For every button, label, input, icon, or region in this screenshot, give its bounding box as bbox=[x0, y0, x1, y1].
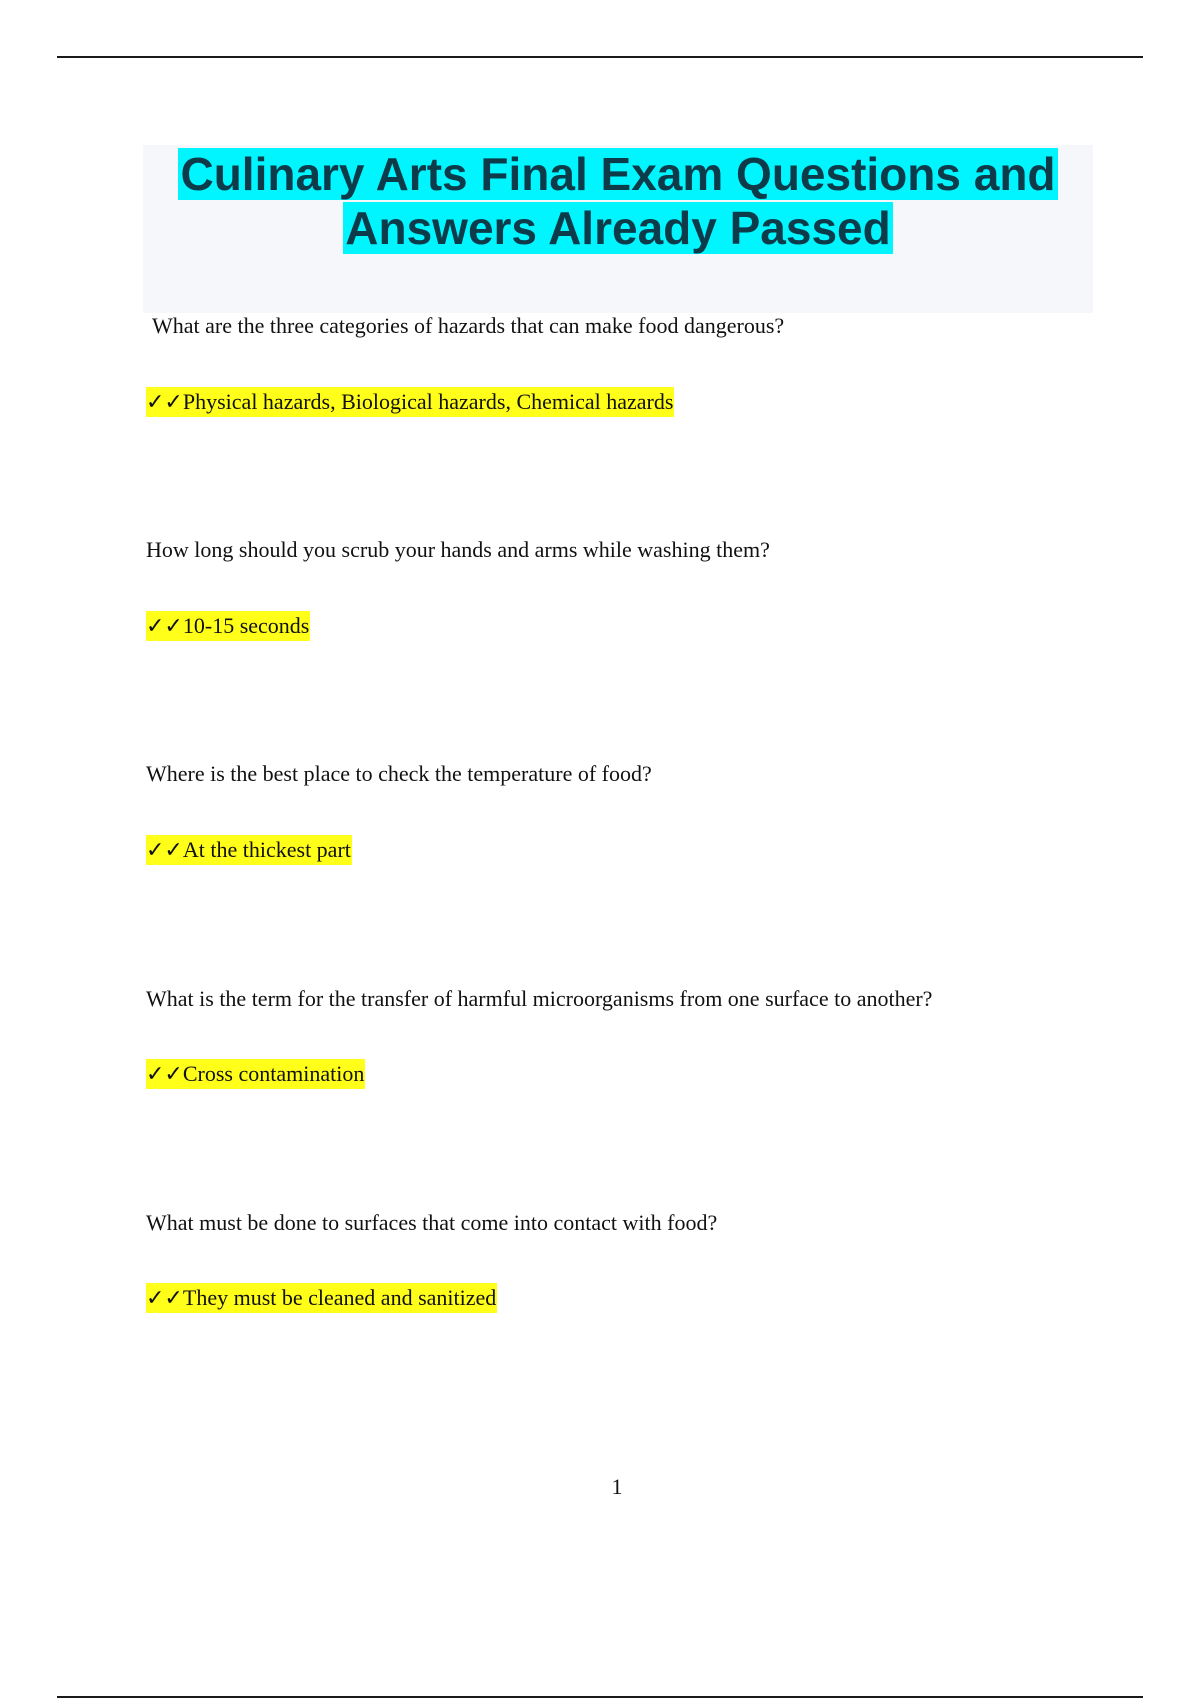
question-text: What is the term for the transfer of harmful microorganisms from one surface to another? bbox=[146, 986, 933, 1011]
answer-text bbox=[146, 612, 310, 641]
answer-text bbox=[146, 836, 352, 865]
question-text: What must be done to surfaces that come into contact with food? bbox=[146, 1210, 718, 1235]
answer-text bbox=[146, 1060, 365, 1089]
qa-item bbox=[146, 985, 1106, 1087]
double-check-icon: ✓✓ bbox=[146, 390, 183, 415]
answer-text bbox=[146, 1284, 497, 1313]
qa-item bbox=[146, 760, 1106, 863]
answer-text bbox=[146, 388, 674, 417]
page-number: 1 bbox=[611, 1474, 623, 1499]
question-text: What are the three categories of hazards that can make food dangerous? bbox=[152, 313, 785, 338]
double-check-icon: ✓✓ bbox=[146, 614, 183, 639]
answer-value: Physical hazards, Biological hazards, Chemical hazards bbox=[182, 389, 674, 414]
double-check-icon: ✓✓ bbox=[146, 838, 183, 863]
answer-value: Cross contamination bbox=[182, 1061, 365, 1086]
top-rule bbox=[57, 56, 1143, 58]
title-line-1: Culinary Arts Final Exam Questions and bbox=[180, 148, 1056, 200]
qa-item bbox=[146, 312, 1106, 415]
answer-value: At the thickest part bbox=[182, 837, 351, 862]
question-text: How long should you scrub your hands and arms while washing them? bbox=[146, 537, 770, 562]
question-text: Where is the best place to check the temperature of food? bbox=[146, 761, 652, 786]
title-banner bbox=[143, 145, 1093, 313]
answer-value: 10-15 seconds bbox=[182, 613, 310, 638]
document-title bbox=[143, 145, 1093, 255]
qa-item bbox=[146, 1209, 1106, 1311]
qa-item bbox=[146, 536, 1106, 639]
answer-value: They must be cleaned and sanitized bbox=[182, 1285, 497, 1310]
title-line-2: Answers Already Passed bbox=[345, 202, 891, 254]
double-check-icon: ✓✓ bbox=[146, 1062, 183, 1087]
double-check-icon: ✓✓ bbox=[146, 1286, 183, 1311]
bottom-rule bbox=[57, 1696, 1143, 1698]
